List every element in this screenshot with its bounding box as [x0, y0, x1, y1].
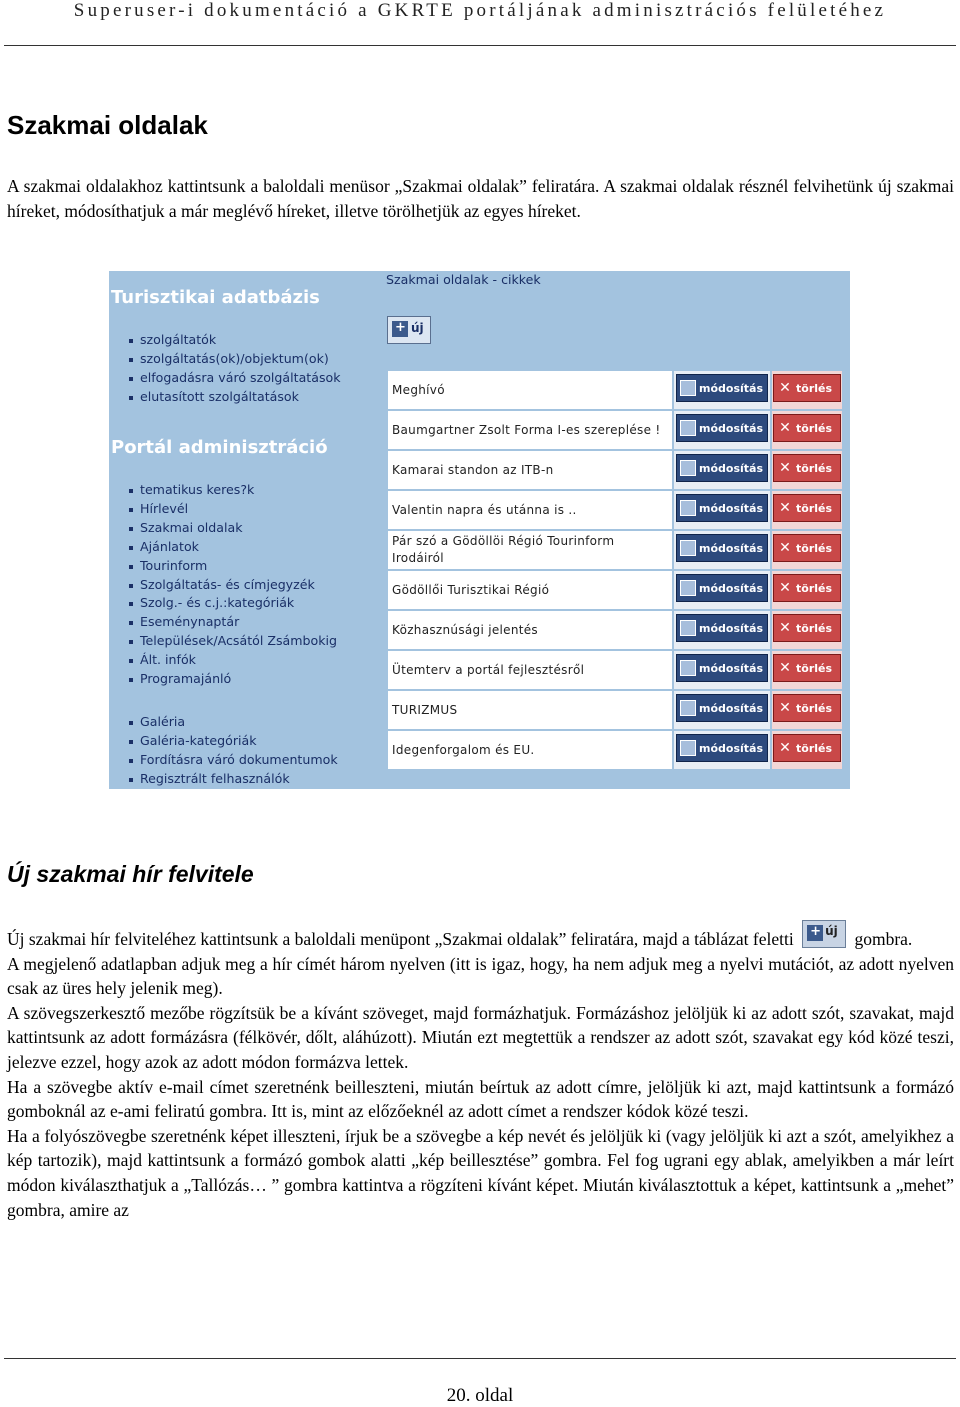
- delete-button[interactable]: ✕ törlés: [773, 454, 841, 482]
- edit-icon: [680, 580, 696, 596]
- delete-button[interactable]: ✕ törlés: [773, 414, 841, 442]
- sidebar-link[interactable]: Programajánló: [127, 670, 337, 689]
- subsection-title: Új szakmai hír felvitele: [7, 861, 254, 887]
- article-title: Pár szó a Gödöllöi Régió Tourinform Irodáiról: [387, 530, 673, 570]
- article-title: Valentin napra és utánna is ..: [387, 490, 673, 530]
- table-row: [387, 490, 843, 530]
- section-title: Szakmai oldalak: [7, 110, 208, 140]
- delete-button[interactable]: ✕ törlés: [773, 734, 841, 762]
- article-title: Közhasznúsági jelentés: [387, 610, 673, 650]
- delete-button[interactable]: ✕ törlés: [773, 494, 841, 522]
- article-title: Meghívó: [387, 370, 673, 410]
- delete-button[interactable]: ✕ törlés: [773, 534, 841, 562]
- admin-screenshot: [109, 271, 850, 789]
- paragraph-new-item: Új szakmai hír felviteléhez kattintsunk a baloldali menüpont „Szakmai oldalak” feliratára, majd a táblázat feletti + új gombra.: [7, 920, 954, 952]
- modify-button[interactable]: módosítás: [676, 734, 768, 762]
- close-icon: ✕: [779, 580, 791, 596]
- modify-button[interactable]: módosítás: [676, 494, 768, 522]
- article-title: Baumgartner Zsolt Forma I-es szereplése !: [387, 410, 673, 450]
- edit-icon: [680, 620, 696, 636]
- table-row: [387, 610, 843, 650]
- edit-icon: [680, 380, 696, 396]
- close-icon: ✕: [779, 700, 791, 716]
- sidebar-link[interactable]: tematikus keres?k: [127, 481, 337, 500]
- table-row: [387, 690, 843, 730]
- edit-icon: [680, 700, 696, 716]
- articles-table: [386, 369, 844, 771]
- close-icon: ✕: [779, 500, 791, 516]
- modify-button[interactable]: módosítás: [676, 454, 768, 482]
- content-title: Szakmai oldalak - cikkek: [386, 272, 541, 287]
- close-icon: ✕: [779, 420, 791, 436]
- article-title: Idegenforgalom és EU.: [387, 730, 673, 770]
- sidebar-link[interactable]: Tourinform: [127, 557, 337, 576]
- sidebar-link[interactable]: Hírlevél: [127, 500, 337, 519]
- modify-button[interactable]: módosítás: [676, 414, 768, 442]
- article-title: Gödöllői Turisztikai Régió: [387, 570, 673, 610]
- edit-icon: [680, 460, 696, 476]
- delete-button[interactable]: ✕ törlés: [773, 574, 841, 602]
- sidebar-list-tourism: [127, 331, 341, 407]
- edit-icon: [680, 740, 696, 756]
- section-intro: A szakmai oldalakhoz kattintsunk a baloldali menüsor „Szakmai oldalak” feliratára. A szakmai oldalak résznél felvihetünk új szakmai híreket, módosíthatjuk a már meglévő híreket, illetve törölhetjük az egyes híreket.: [7, 176, 954, 221]
- sidebar-link[interactable]: elutasított szolgáltatások: [127, 388, 341, 407]
- sidebar-link[interactable]: Galéria: [127, 713, 338, 732]
- table-row: [387, 730, 843, 770]
- edit-icon: [680, 420, 696, 436]
- new-article-button[interactable]: + új: [387, 316, 431, 344]
- footer-rule: [4, 1358, 956, 1359]
- modify-button[interactable]: módosítás: [676, 374, 768, 402]
- sidebar-heading-portal-admin: Portál adminisztráció: [111, 437, 328, 458]
- table-row: [387, 570, 843, 610]
- delete-button[interactable]: ✕ törlés: [773, 374, 841, 402]
- sidebar-link[interactable]: szolgáltatás(ok)/objektum(ok): [127, 350, 341, 369]
- paragraph-formatting: A szövegszerkesztő mezőbe rögzítsük be a kívánt szöveget, majd formázhatjuk. Formázáshoz jelöljük ki az adott szót, szavakat, majd kattintsunk az adott formázásra (félkövér, dőlt, aláhúzott). Miután ezt megtettük a rendszer az adott szót, szavakat egy kód közé teszi, jelezve ezzel, hogy azok az adott módon formázva lettek.: [7, 1002, 954, 1072]
- header-rule: [4, 45, 956, 46]
- edit-icon: [680, 660, 696, 676]
- sidebar-link[interactable]: Eseménynaptár: [127, 613, 337, 632]
- delete-button[interactable]: ✕ törlés: [773, 614, 841, 642]
- sidebar-link[interactable]: Ajánlatok: [127, 538, 337, 557]
- article-title: TURIZMUS: [387, 690, 673, 730]
- sidebar-link[interactable]: Regisztrált felhasználók: [127, 770, 338, 789]
- close-icon: ✕: [779, 540, 791, 556]
- table-row: [387, 530, 843, 570]
- modify-button[interactable]: módosítás: [676, 654, 768, 682]
- inline-new-button-image: + új: [802, 920, 846, 948]
- sidebar-list-portal: [127, 481, 337, 689]
- sidebar-link[interactable]: elfogadásra váró szolgáltatások: [127, 369, 341, 388]
- sidebar-list-other: [127, 713, 338, 789]
- paragraph-image: Ha a folyószövegbe szeretnénk képet illeszteni, írjuk be a szövegbe a kép nevét és jelöljük ki (vagy jelöljük ki azt a szót, amelyikhez a kép tartozik), majd kattintsunk a formázó gombok alatti „kép beillesztése” gombra. Fel fog ugrani egy ablak, amelyikben a már leírt módon kiválaszthatjuk a „Tallózás… ” gombra kattintva a rögzíteni kívánt képet. Miután kiválasztottuk a képet, kattintsunk a „mehet” gombra, amire az: [7, 1125, 954, 1220]
- add-icon: [807, 925, 823, 941]
- edit-icon: [680, 500, 696, 516]
- page-number: 20. oldal: [446, 1385, 514, 1406]
- modify-button[interactable]: módosítás: [676, 614, 768, 642]
- article-title: Kamarai standon az ITB-n: [387, 450, 673, 490]
- sidebar-link[interactable]: Fordításra váró dokumentumok: [127, 751, 338, 770]
- sidebar-link[interactable]: szolgáltatók: [127, 331, 341, 350]
- table-row: [387, 450, 843, 490]
- sidebar-link[interactable]: Ált. infók: [127, 651, 337, 670]
- close-icon: ✕: [779, 380, 791, 396]
- sidebar-heading-tourism-db: Turisztikai adatbázis: [111, 287, 320, 308]
- sidebar-link[interactable]: Települések/Acsától Zsámbokig: [127, 632, 337, 651]
- modify-button[interactable]: módosítás: [676, 534, 768, 562]
- table-row: [387, 650, 843, 690]
- subsection-body: [7, 920, 954, 1222]
- paragraph-title-languages: A megjelenő adatlapban adjuk meg a hír címét három nyelven (itt is igaz, hogy, ha nem adjuk meg a nyelvi mutációt, az adott nyelven csak az üres hely jelenik meg).: [7, 953, 954, 999]
- sidebar-link[interactable]: Szolgáltatás- és címjegyzék: [127, 576, 337, 595]
- edit-icon: [680, 540, 696, 556]
- modify-button[interactable]: módosítás: [676, 694, 768, 722]
- delete-button[interactable]: ✕ törlés: [773, 654, 841, 682]
- add-icon: [392, 321, 408, 337]
- paragraph-email: Ha a szövegbe aktív e-mail címet szeretnénk beilleszteni, miután beírtuk az adott címre, jelöljük ki azt, majd kattintsunk a formázó gomboknál az e-ami feliratú gombra. Itt is, mint az előzőeknél az adott címet a rendszer kódok közé teszi.: [7, 1076, 954, 1122]
- close-icon: ✕: [779, 620, 791, 636]
- close-icon: ✕: [779, 660, 791, 676]
- delete-button[interactable]: ✕ törlés: [773, 694, 841, 722]
- sidebar-link[interactable]: Szolg.- és c.j.:kategóriák: [127, 594, 337, 613]
- table-row: [387, 410, 843, 450]
- close-icon: ✕: [779, 740, 791, 756]
- table-row: [387, 370, 843, 410]
- sidebar-link[interactable]: Szakmai oldalak: [127, 519, 337, 538]
- article-title: Ütemterv a portál fejlesztésről: [387, 650, 673, 690]
- sidebar-link[interactable]: Galéria-kategóriák: [127, 732, 338, 751]
- modify-button[interactable]: módosítás: [676, 574, 768, 602]
- close-icon: ✕: [779, 460, 791, 476]
- running-header: Superuser-i dokumentáció a GKRTE portáljának adminisztrációs felületéhez: [73, 0, 887, 21]
